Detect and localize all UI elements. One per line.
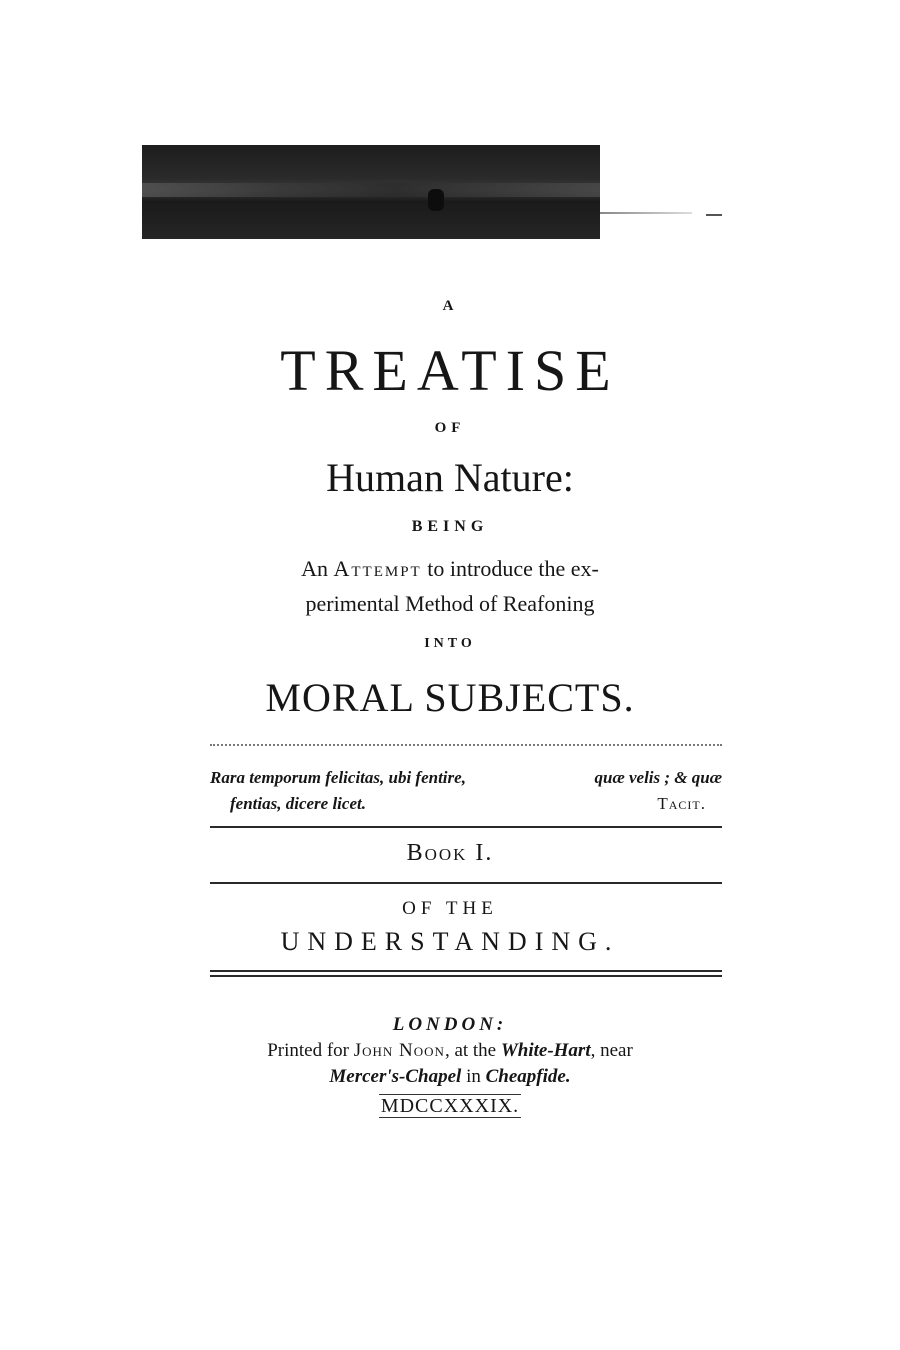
double-rule-bottom [210,975,722,977]
scan-artifact-streak [600,212,692,214]
motto-line-1-a: Rara temporum felicitas, ubi fentire, [210,768,466,787]
title-of: OF [434,420,466,436]
imprint-printer: John Noon [353,1040,445,1061]
motto-line-2-text: fentias, dicere licet. [230,794,366,813]
imprint-in: in [466,1066,481,1087]
title-human-nature: Human Nature: [326,455,574,500]
subtitle-into: INTO [424,636,476,651]
imprint-city: LONDON: [392,1014,508,1035]
scan-artifact-dash [706,214,722,216]
imprint-printed-line [0,1040,900,1062]
subtitle-attempt-word: Attempt [333,556,422,581]
title-treatise: TREATISE [280,338,620,403]
scan-artifact-knob [428,189,444,211]
imprint-street: Cheapfide. [485,1066,571,1087]
double-rule-top [210,970,722,972]
subtitle-attempt-pre: An [301,556,328,581]
imprint-location-line [0,1066,900,1088]
motto-line-1-b: quæ velis ; & quæ [594,768,722,787]
imprint-sign: White-Hart [500,1040,591,1061]
imprint-at-the: , at the [444,1040,497,1061]
dotted-divider [210,744,722,746]
scan-artifact-edge [142,183,600,197]
imprint-year-wrap [0,1094,900,1118]
subtitle-experimental-line: perimental Method of Reafoning [305,591,595,616]
divider-rule [210,882,722,884]
book-subject: UNDERSTANDING. [280,927,620,956]
motto-attribution: Tacit. [657,794,706,813]
subtitle-moral-subjects: MORAL SUBJECTS. [265,675,635,720]
motto-line-2 [230,794,706,814]
subtitle-attempt-post: to introduce the ex- [427,556,599,581]
book-label: Book I. [406,840,494,866]
book-of-the: OF THE [402,898,498,919]
imprint-location: Mercer's-Chapel [329,1066,462,1087]
subtitle-being: BEING [411,518,489,535]
motto-line-1 [210,768,722,788]
article-a: A [442,298,458,314]
subtitle-attempt-line [0,555,900,583]
imprint-year: MDCCXXXIX. [380,1095,520,1117]
divider-rule [210,826,722,828]
scan-artifact-bar [142,145,600,239]
imprint-printed-for: Printed for [267,1040,349,1061]
imprint-near: , near [590,1040,633,1061]
